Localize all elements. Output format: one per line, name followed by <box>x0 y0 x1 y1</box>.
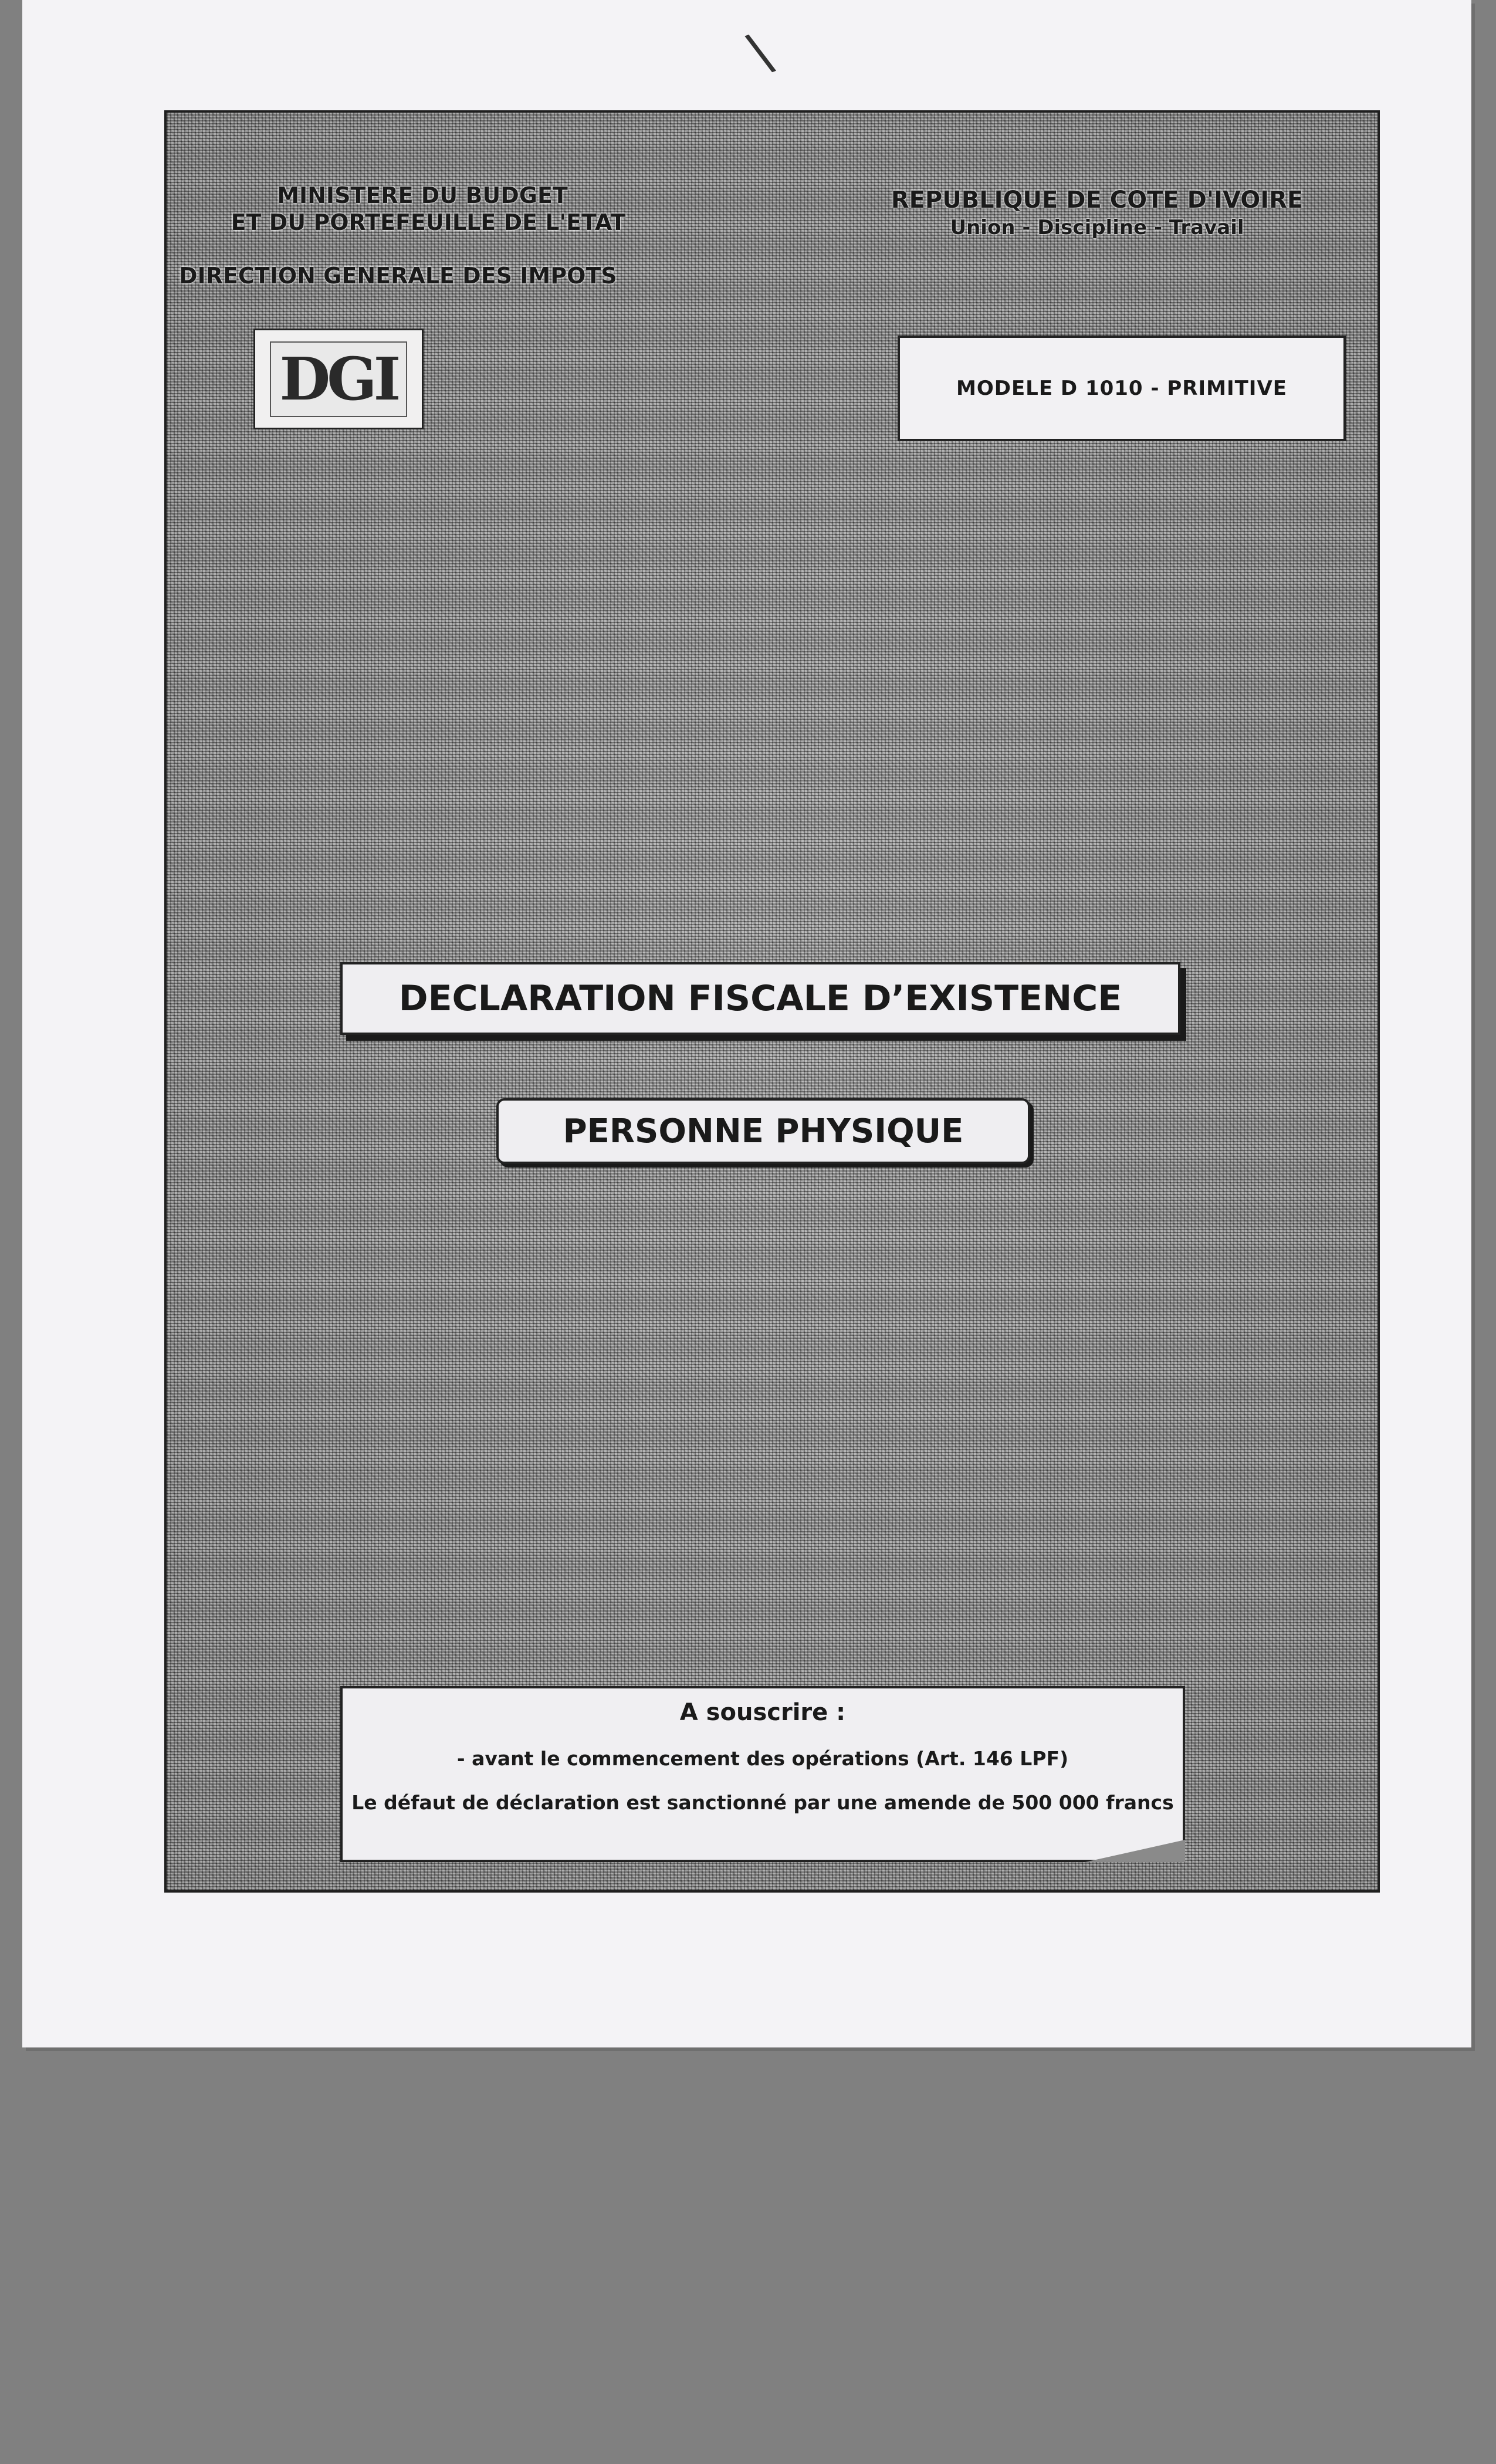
ministry-header <box>176 182 669 236</box>
dgi-logo <box>253 329 424 429</box>
ministry-line-2: ET DU PORTEFEUILLE DE L'ETAT <box>231 209 626 235</box>
document-title: DECLARATION FISCALE D’EXISTENCE <box>398 978 1122 1019</box>
document-subtitle-box <box>496 1098 1030 1164</box>
scan-mark: \ <box>741 20 779 84</box>
republic-name: REPUBLIQUE DE COTE D'IVOIRE <box>891 187 1304 214</box>
direction-title: DIRECTION GENERALE DES IMPOTS <box>179 263 617 289</box>
page-curl <box>1085 1840 1185 1862</box>
notice-line-1: - avant le commencement des opérations (Art. 146 LPF) <box>456 1747 1069 1770</box>
notice-heading: A souscrire : <box>679 1699 846 1726</box>
document-subtitle: PERSONNE PHYSIQUE <box>563 1112 964 1150</box>
document-title-box <box>340 962 1180 1035</box>
national-motto: Union - Discipline - Travail <box>950 216 1244 239</box>
ministry-line-1: MINISTERE DU BUDGET <box>277 182 568 208</box>
notice-box <box>340 1686 1185 1862</box>
republic-header <box>874 187 1320 239</box>
notice-line-2: Le défaut de déclaration est sanctionné par une amende de 500 000 francs <box>351 1791 1174 1814</box>
model-label: MODELE D 1010 - PRIMITIVE <box>956 377 1287 400</box>
model-label-box <box>898 336 1346 441</box>
dgi-logo-mark: DGI <box>270 341 407 417</box>
